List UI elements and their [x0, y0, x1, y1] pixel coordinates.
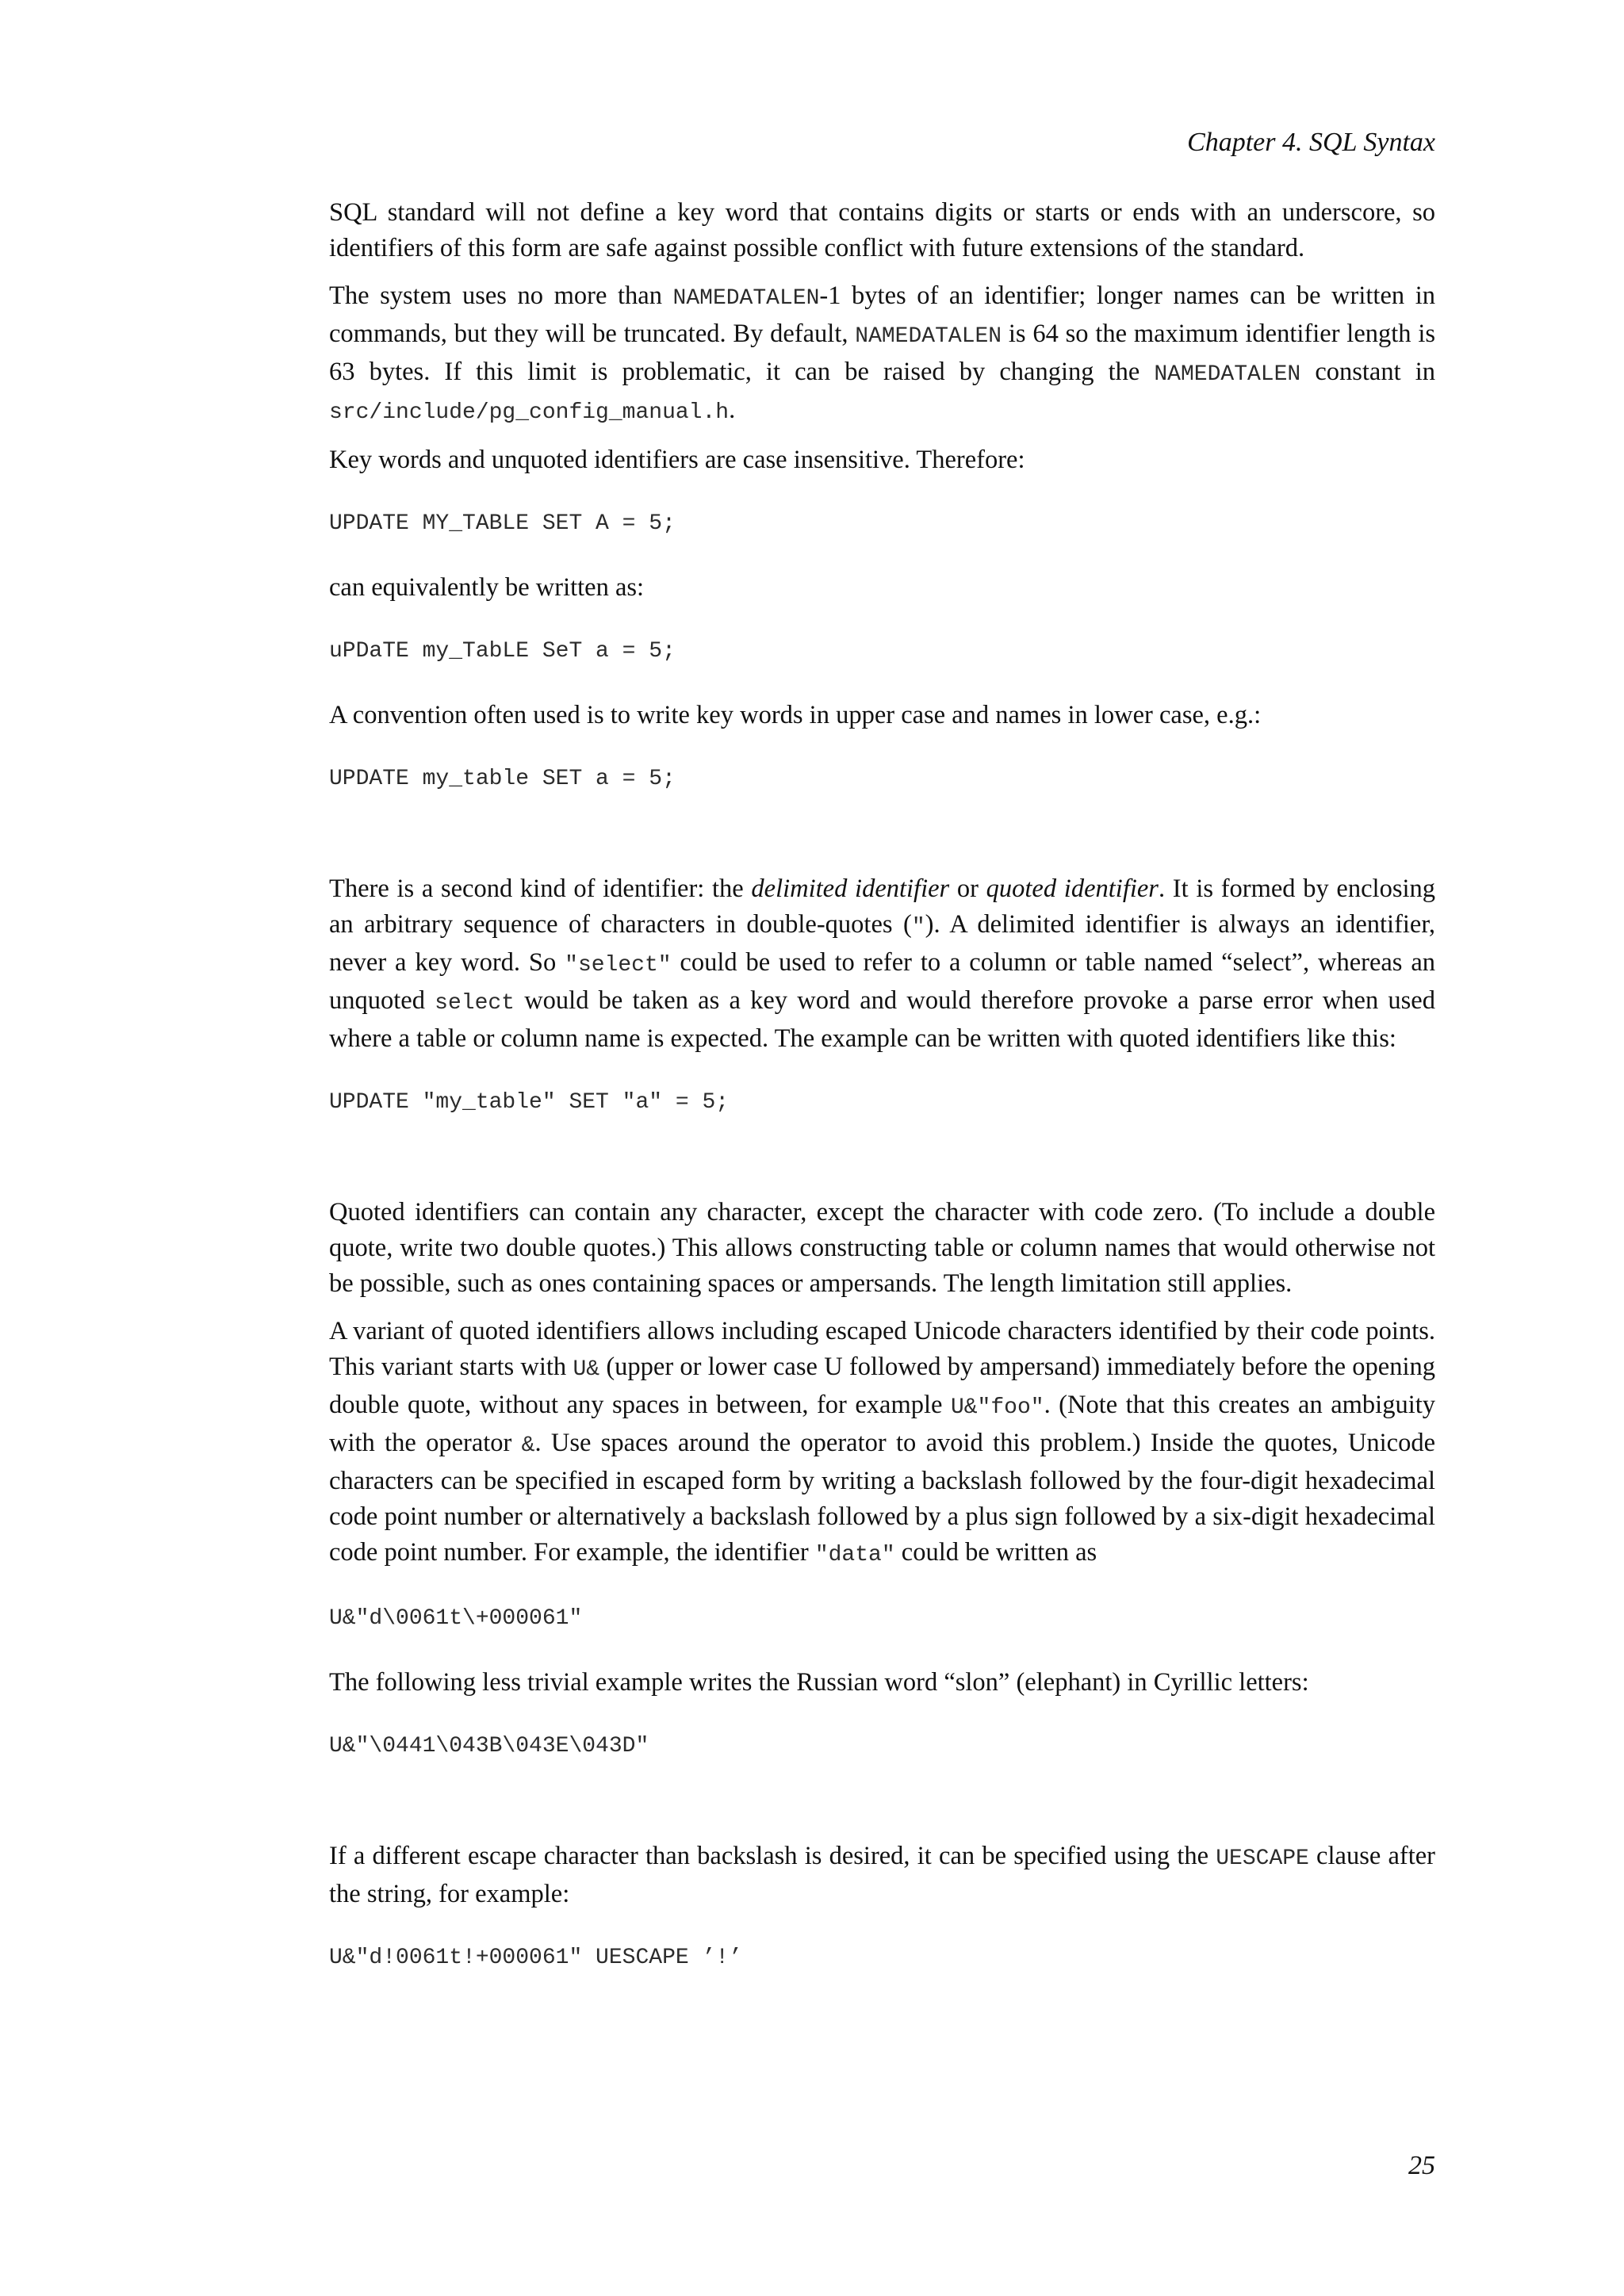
paragraph-delimited-identifier [329, 871, 1435, 1057]
text-run: A variant of quoted identifiers allows including escaped Unicode characters identified by their code points. This variant starts with [329, 1317, 1435, 1381]
code-example: uPDaTE my_TabLE SeT a = 5; [329, 639, 676, 664]
paragraph-namedatalen [329, 278, 1435, 430]
paragraph-equivalently: can equivalently be written as: [329, 573, 645, 602]
text-run: The system uses no more than [329, 281, 673, 310]
text-run: clause after the string, for example: [329, 1842, 1435, 1908]
text-run: . (Note that this creates an ambiguity with the operator [329, 1391, 1436, 1457]
code-example: U&"\0441\043B\043E\043D" [329, 1734, 649, 1758]
page-body [329, 195, 1435, 2004]
paragraph-quoted-identifiers: Quoted identifiers can contain any character, except the character with code zero. (To include a double quote, write two double quotes.) This allows constructing table or column names that would otherwise not be possible, such as ones containing spaces or ampersands. The length limitation still applies. [329, 1198, 1435, 1298]
text-run: . It is formed by enclosing an arbitrary sequence of characters in double-quotes ( [329, 874, 1435, 939]
text-run: constant in [1300, 358, 1435, 386]
text-run: ). A delimited identifier is always an identifier, never a key word. So [329, 910, 1436, 977]
paragraph-convention: A convention often used is to write key words in upper case and names in lower case, e.g.: [329, 701, 1262, 729]
code-example: UPDATE "my_table" SET "a" = 5; [329, 1090, 730, 1115]
text-run: There is a second kind of identifier: the [329, 874, 752, 903]
inline-code: U& [573, 1357, 600, 1382]
text-run: -1 bytes of an identifier; longer names can be written in commands, but they will be truncated. By default, [329, 281, 1436, 348]
paragraph-cyrillic-example: The following less trivial example writes the Russian word “slon” (elephant) in Cyrillic letters: [329, 1668, 1309, 1697]
code-example: UPDATE my_table SET a = 5; [329, 767, 676, 791]
inline-code: src/include/pg_config_manual.h [329, 400, 730, 425]
text-run: could be written as [894, 1538, 1097, 1567]
inline-code: "data" [814, 1543, 895, 1567]
text-run: is 64 so the maximum identifier length is 63 bytes. If this limit is problematic, it can be raised by changing the [329, 320, 1435, 386]
inline-code: NAMEDATALEN [855, 324, 1002, 349]
inline-code: "select" [565, 953, 672, 978]
paragraph-unicode-escapes [329, 1314, 1435, 1573]
paragraph-case-insensitive: Key words and unquoted identifiers are case insensitive. Therefore: [329, 446, 1025, 474]
paragraph-sql-standard: SQL standard will not define a key word that contains digits or starts or ends with an underscore, so identifiers of this form are safe against possible conflict with future extensions of the standard. [329, 198, 1435, 262]
text-run: . [729, 396, 736, 424]
text-run: (upper or lower case U followed by ampersand) immediately before the opening double quote, without any spaces in between, for example [329, 1353, 1435, 1419]
text-run: If a different escape character than backslash is desired, it can be specified using the [329, 1842, 1216, 1870]
code-example: U&"d!0061t!+000061" UESCAPE ’!’ [329, 1946, 742, 1970]
text-run: . Use spaces around the operator to avoid this problem.) Inside the quotes, Unicode characters can be specified in escaped form by writing a backslash followed by the four-digit hexadecimal code point number or alternatively a backslash followed by a plus sign followed by a six-digit hexadecimal code point number. For example, the identifier [329, 1429, 1436, 1567]
text-run: could be used to refer to a column or table named “select”, whereas an unquoted [329, 948, 1435, 1015]
inline-code: NAMEDATALEN [1154, 362, 1301, 387]
inline-code: & [521, 1433, 535, 1458]
inline-code: UESCAPE [1216, 1846, 1309, 1871]
text-run: or [949, 874, 986, 903]
page-number: 25 [1408, 2151, 1435, 2180]
running-header: Chapter 4. SQL Syntax [1187, 128, 1435, 157]
inline-code: NAMEDATALEN [672, 286, 820, 311]
document-page [329, 0, 1435, 2296]
paragraph-uescape [329, 1839, 1435, 1912]
inline-code: U&"foo" [950, 1395, 1044, 1420]
text-run: would be taken as a key word and would therefore provoke a parse error when used where a table or column name is expected. The example can be written with quoted identifiers like this: [329, 986, 1435, 1053]
emphasis-term: delimited identifier [751, 874, 950, 903]
code-example: UPDATE MY_TABLE SET A = 5; [329, 511, 676, 536]
emphasis-term: quoted identifier [986, 874, 1159, 903]
code-example: U&"d\0061t\+000061" [329, 1606, 583, 1631]
inline-code: " [911, 915, 925, 939]
inline-code: select [435, 991, 515, 1016]
